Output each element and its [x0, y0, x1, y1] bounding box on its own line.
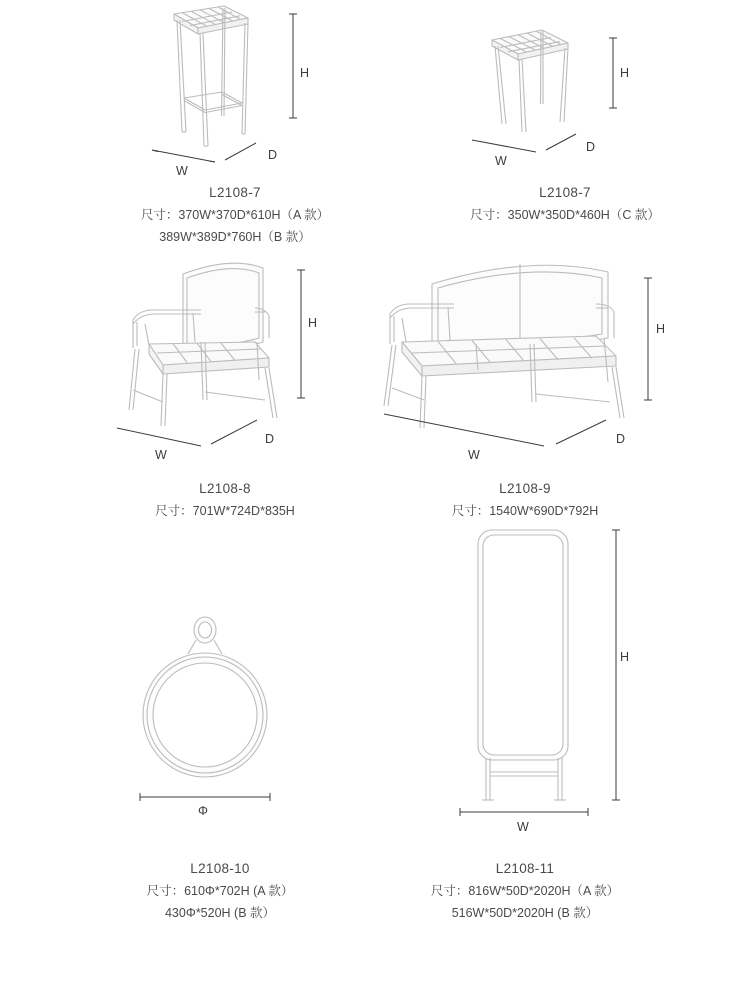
dim-label-w: W — [176, 164, 188, 178]
dim-label-h: H — [656, 322, 666, 336]
product-code: L2108-10 — [190, 861, 250, 876]
product-code: L2108-8 — [199, 481, 251, 496]
standing-mirror-drawing — [420, 500, 700, 830]
product-figure-standing-mirror — [420, 500, 700, 960]
dim-label-d: D — [586, 140, 596, 154]
dim-label-d: D — [616, 432, 626, 446]
stool-c-drawing — [450, 0, 680, 180]
product-code: L2108-7 — [539, 185, 591, 200]
product-dimension-line-1: 尺寸：370W*370D*610H（A 款） — [140, 208, 330, 222]
product-code: L2108-7 — [209, 185, 261, 200]
armchair-drawing — [105, 250, 365, 465]
product-dimension-line-1: 尺寸：350W*350D*460H（C 款） — [470, 208, 660, 222]
caption-round-mirror — [75, 858, 365, 924]
product-dimension-line-1: 尺寸：1540W*690D*792H — [451, 504, 599, 518]
dim-label-w: W — [468, 448, 480, 462]
dim-label-w: W — [495, 154, 507, 168]
product-dimension-line-1: 尺寸：816W*50D*2020H（A 款） — [430, 884, 620, 898]
caption-standing-mirror — [380, 858, 670, 924]
product-dimension-line-2: 430Φ*520H (B 款） — [164, 906, 276, 920]
dim-label-w: W — [517, 820, 529, 834]
dim-label-h: H — [308, 316, 318, 330]
product-dimension-line-1: 尺寸：610Φ*702H (A 款） — [146, 884, 294, 898]
caption-stool-c — [420, 182, 710, 226]
product-figure-stool-a-b — [120, 0, 350, 250]
caption-armchair — [80, 478, 370, 522]
stool-a-b-drawing — [120, 0, 350, 180]
dim-label-d: D — [265, 432, 275, 446]
dim-label-d: D — [268, 148, 278, 162]
product-figure-stool-c — [450, 0, 680, 250]
product-code: L2108-9 — [499, 481, 551, 496]
dim-label-diameter: Φ — [198, 804, 208, 818]
product-code: L2108-11 — [495, 861, 555, 876]
product-dimension-line-2: 389W*389D*760H（B 款） — [159, 230, 311, 244]
product-dimension-line-2: 516W*50D*2020H (B 款） — [451, 906, 599, 920]
product-figure-sofa — [380, 250, 700, 530]
dim-label-w: W — [155, 448, 167, 462]
product-dimension-line-1: 尺寸：701W*724D*835H — [155, 504, 295, 518]
product-figure-armchair — [105, 250, 365, 530]
dim-label-h: H — [620, 650, 630, 664]
sofa-drawing — [380, 250, 700, 465]
dim-label-h: H — [620, 66, 630, 80]
round-mirror-drawing — [110, 600, 360, 830]
caption-stool-a-b — [90, 182, 380, 248]
dim-label-h: H — [300, 66, 310, 80]
product-figure-round-mirror — [110, 600, 360, 960]
